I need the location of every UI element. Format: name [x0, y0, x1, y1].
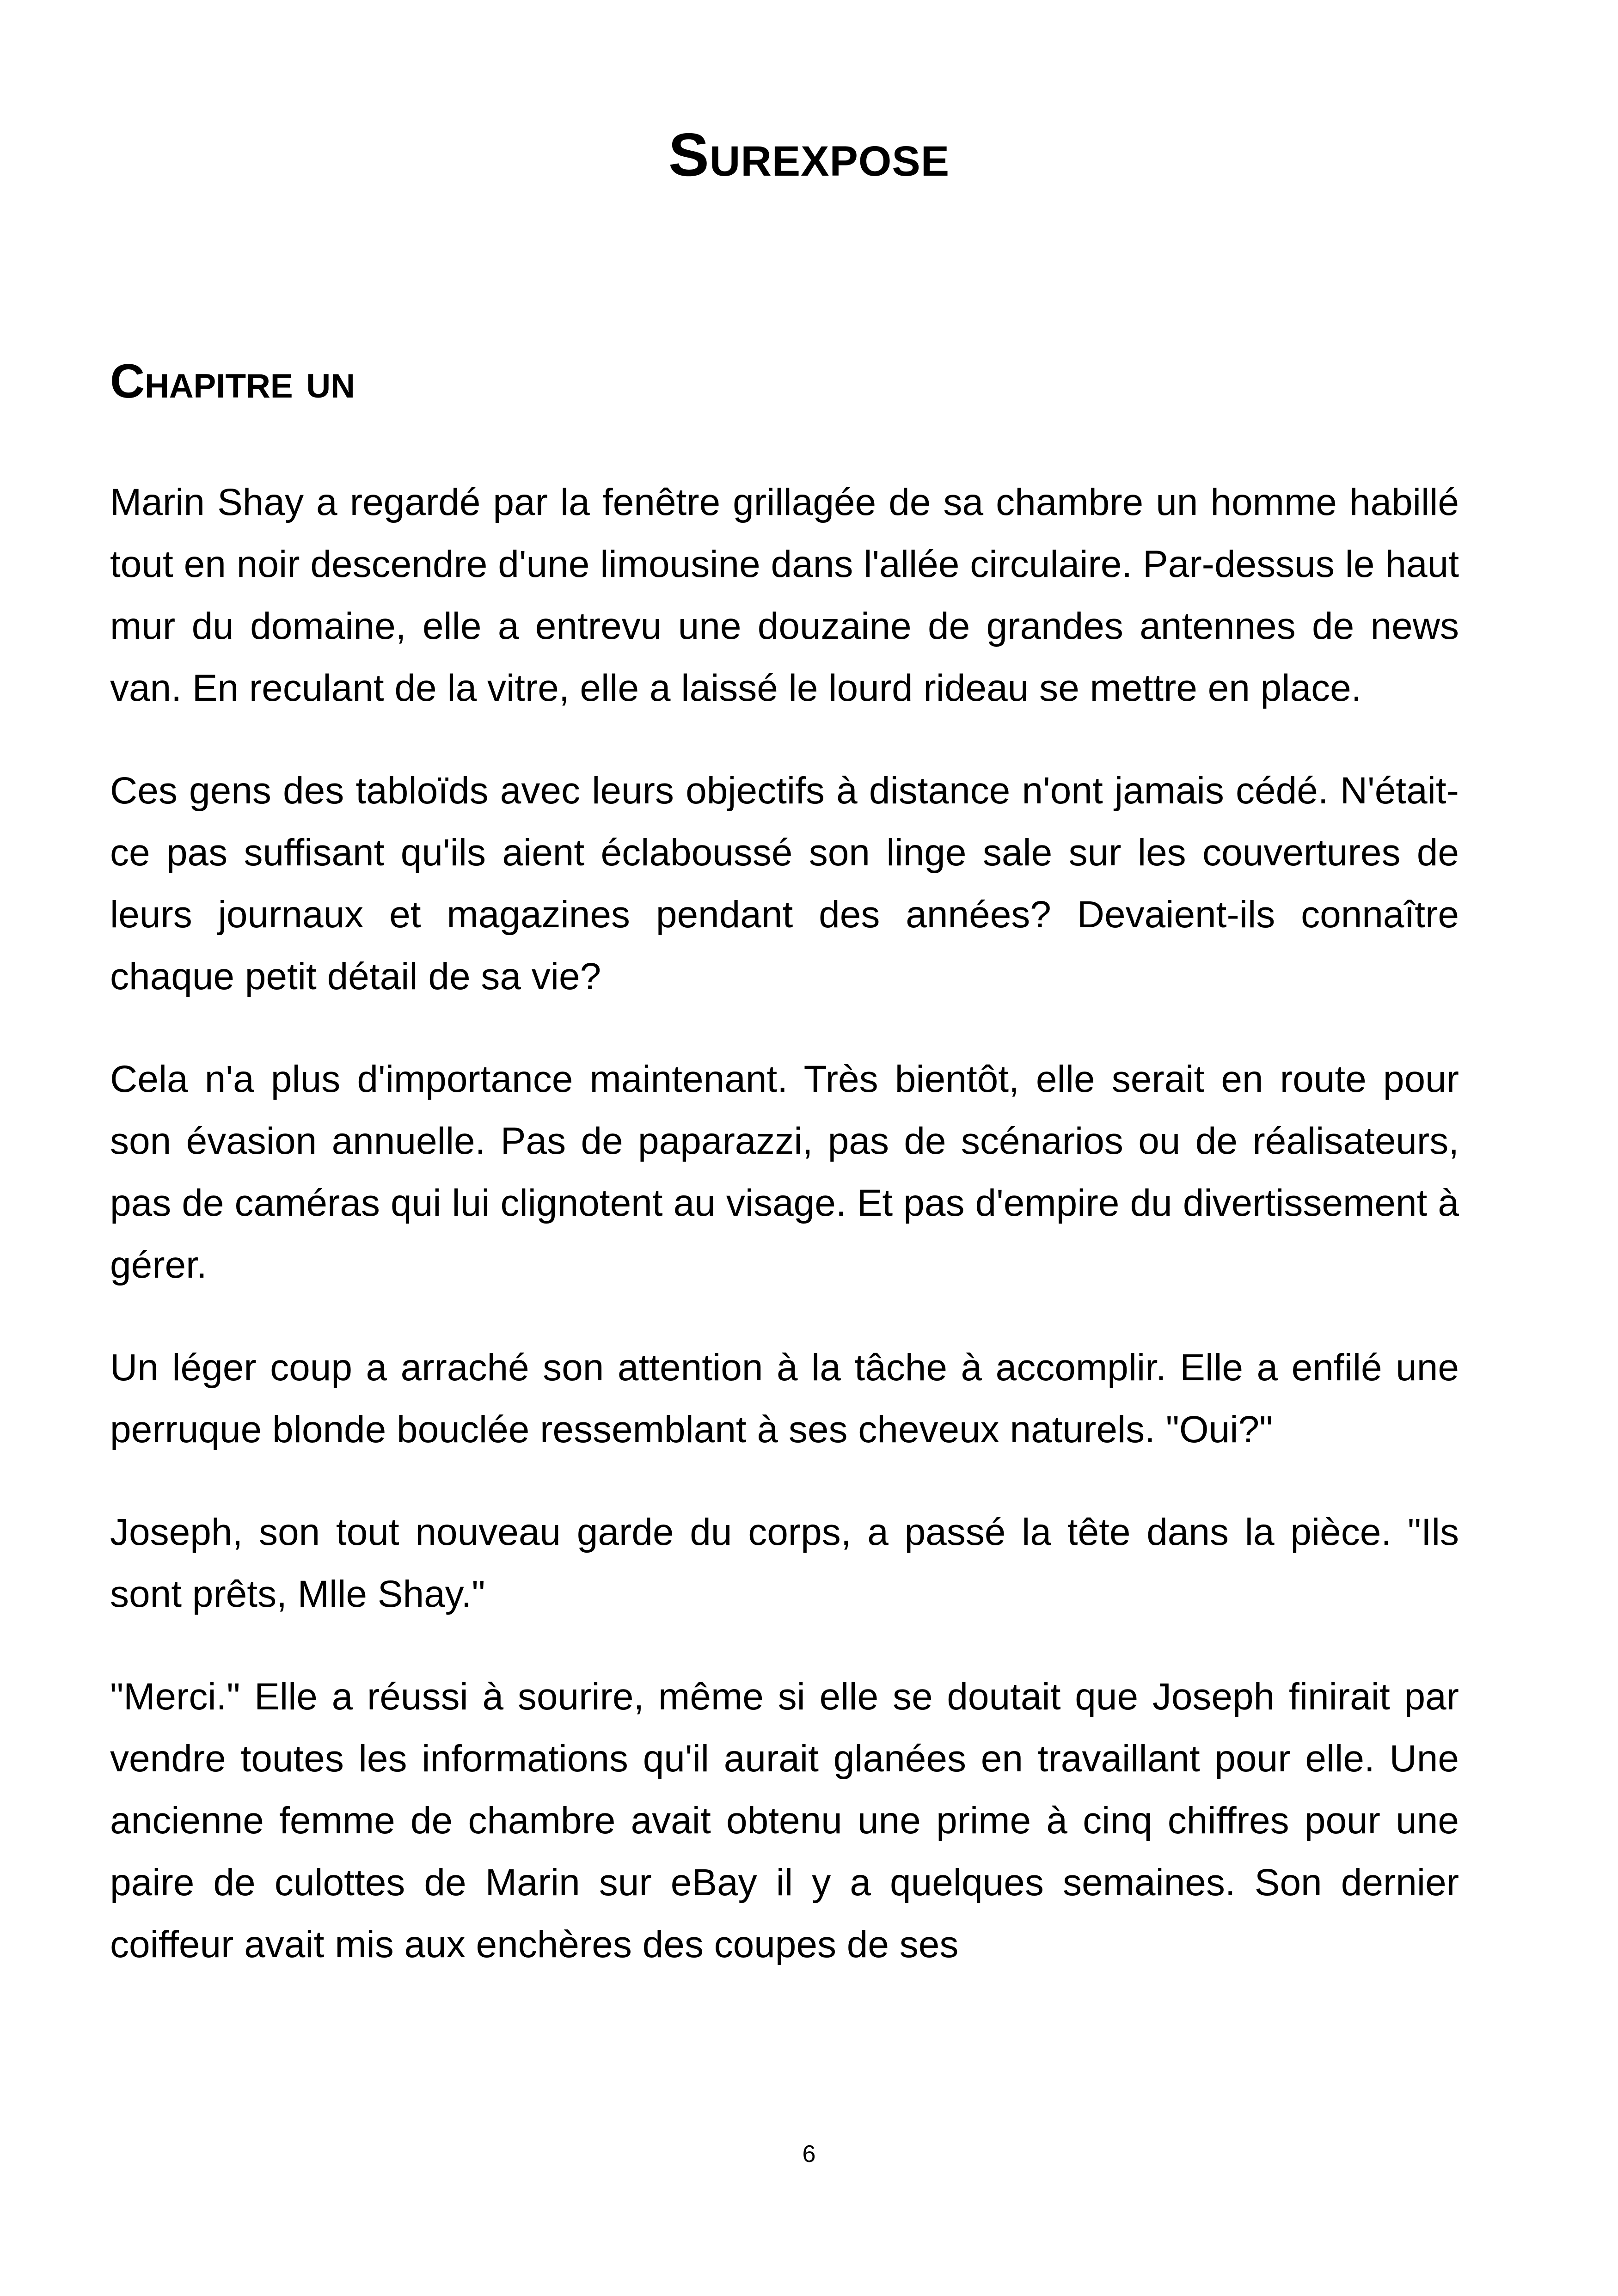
paragraph: Ces gens des tabloïds avec leurs objectifs à distance n'ont jamais cédé. N'était-ce pas suffisant qu'ils aient éclaboussé son linge sale sur les couvertures de leurs journaux et magazines pendant des années? Devaient-ils connaître chaque petit détail de sa vie?: [110, 770, 1459, 998]
book-title: Surexpose: [668, 121, 950, 189]
page-number: 6: [802, 2141, 816, 2167]
paragraph: Un léger coup a arraché son attention à la tâche à accomplir. Elle a enfilé une perruque blonde bouclée ressemblant à ses cheveux naturels. "Oui?": [110, 1347, 1459, 1451]
body-text: [110, 471, 1459, 2016]
paragraph: Joseph, son tout nouveau garde du corps, a passé la tête dans la pièce. "Ils sont prêts, Mlle Shay.": [110, 1511, 1459, 1615]
paragraph: Cela n'a plus d'importance maintenant. Très bientôt, elle serait en route pour son évasion annuelle. Pas de paparazzi, pas de scénarios ou de réalisateurs, pas de caméras qui lui clignotent au visage. Et pas d'empire du divertissement à gérer.: [110, 1058, 1459, 1286]
paragraph: Marin Shay a regardé par la fenêtre grillagée de sa chambre un homme habillé tout en noir descendre d'une limousine dans l'allée circulaire. Par-dessus le haut mur du domaine, elle a entrevu une douzaine de grandes antennes de news van. En reculant de la vitre, elle a laissé le lourd rideau se mettre en place.: [110, 481, 1459, 709]
paragraph: "Merci." Elle a réussi à sourire, même si elle se doutait que Joseph finirait par vendre toutes les informations qu'il aurait glanées en travaillant pour elle. Une ancienne femme de chambre avait obtenu une prime à cinq chiffres pour une paire de culottes de Marin sur eBay il y a quelques semaines. Son dernier coiffeur avait mis aux enchères des coupes de ses: [110, 1676, 1459, 1965]
chapter-title: Chapitre un: [110, 355, 355, 408]
